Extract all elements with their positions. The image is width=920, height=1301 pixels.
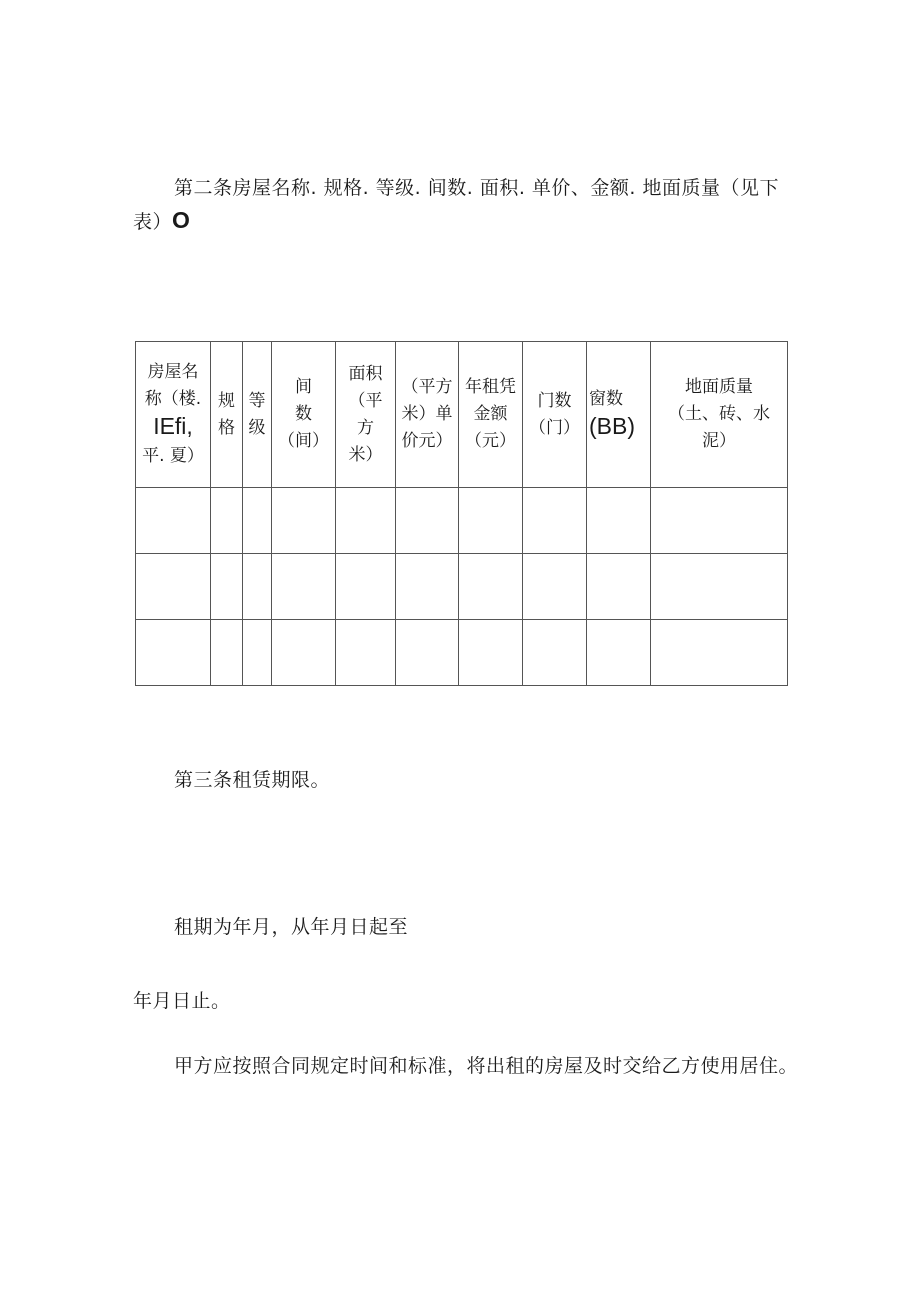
article2-line2-text: 表） xyxy=(133,211,173,233)
header-house-name-latin: IEfi, xyxy=(153,413,193,439)
article3-title: 第三条租赁期限。 xyxy=(174,769,331,791)
table-cell[interactable] xyxy=(396,488,459,554)
article2-line2-mark: O xyxy=(172,207,191,233)
header-unit-price-label: （平方 米）单 价元） xyxy=(401,377,453,451)
header-floor-quality-label: 地面质量 （土、砖、水 泥） xyxy=(668,377,770,451)
header-room-count xyxy=(272,342,336,488)
header-annual-rent xyxy=(459,342,523,488)
table-cell[interactable] xyxy=(587,554,651,620)
house-spec-table xyxy=(135,341,788,686)
lease-term-line2: 年月日止。 xyxy=(133,990,231,1012)
table-cell[interactable] xyxy=(651,554,788,620)
table-cell[interactable] xyxy=(651,488,788,554)
table-cell[interactable] xyxy=(459,488,523,554)
header-window-count-latin: (BB) xyxy=(589,413,635,439)
table-cell[interactable] xyxy=(211,620,243,686)
header-spec xyxy=(211,342,243,488)
table-cell[interactable] xyxy=(523,488,587,554)
header-window-count-pre: 窗数 xyxy=(589,389,623,409)
header-window-count xyxy=(587,342,651,488)
header-unit-price xyxy=(396,342,459,488)
table-cell[interactable] xyxy=(587,488,651,554)
table-cell[interactable] xyxy=(523,620,587,686)
table-cell[interactable] xyxy=(243,554,272,620)
header-room-count-label: 间 数 （间） xyxy=(278,377,329,451)
table-cell[interactable] xyxy=(136,554,211,620)
table-cell[interactable] xyxy=(211,488,243,554)
table-cell[interactable] xyxy=(336,488,396,554)
table-cell[interactable] xyxy=(523,554,587,620)
table-cell[interactable] xyxy=(396,554,459,620)
table-cell[interactable] xyxy=(336,620,396,686)
table-cell[interactable] xyxy=(243,488,272,554)
table-cell[interactable] xyxy=(396,620,459,686)
header-house-name-post: 平. 夏） xyxy=(142,446,204,466)
article2-line2 xyxy=(133,204,190,238)
header-door-count xyxy=(523,342,587,488)
header-floor-quality xyxy=(651,342,788,488)
header-area xyxy=(336,342,396,488)
table-cell[interactable] xyxy=(459,620,523,686)
header-annual-rent-label: 年租凭 金额 （元） xyxy=(465,377,516,451)
header-door-count-label: 门数 （门） xyxy=(529,390,580,438)
table-header-row xyxy=(136,342,788,488)
table-cell[interactable] xyxy=(243,620,272,686)
article2-line1: 第二条房屋名称. 规格. 等级. 间数. 面积. 单价、金额. 地面质量（见下 xyxy=(174,177,779,199)
lease-term-line1: 租期为年月，从年月日起至 xyxy=(174,916,409,938)
table-cell[interactable] xyxy=(651,620,788,686)
header-house-name-pre: 房屋名 称（楼. xyxy=(144,362,202,409)
table-row xyxy=(136,554,788,620)
table-cell[interactable] xyxy=(336,554,396,620)
table-cell[interactable] xyxy=(272,620,336,686)
table-cell[interactable] xyxy=(459,554,523,620)
delivery-clause: 甲方应按照合同规定时间和标准，将出租的房屋及时交给乙方使用居住。 xyxy=(174,1055,799,1077)
header-spec-label: 规 格 xyxy=(218,390,235,438)
table-cell[interactable] xyxy=(136,620,211,686)
table-cell[interactable] xyxy=(136,488,211,554)
header-area-label: 面积 （平 方 米） xyxy=(348,363,383,465)
header-grade xyxy=(243,342,272,488)
table-cell[interactable] xyxy=(587,620,651,686)
header-house-name xyxy=(136,342,211,488)
table-cell[interactable] xyxy=(272,554,336,620)
table-cell[interactable] xyxy=(272,488,336,554)
table-row xyxy=(136,488,788,554)
header-grade-label: 等 级 xyxy=(248,390,266,438)
table-row xyxy=(136,620,788,686)
table-cell[interactable] xyxy=(211,554,243,620)
